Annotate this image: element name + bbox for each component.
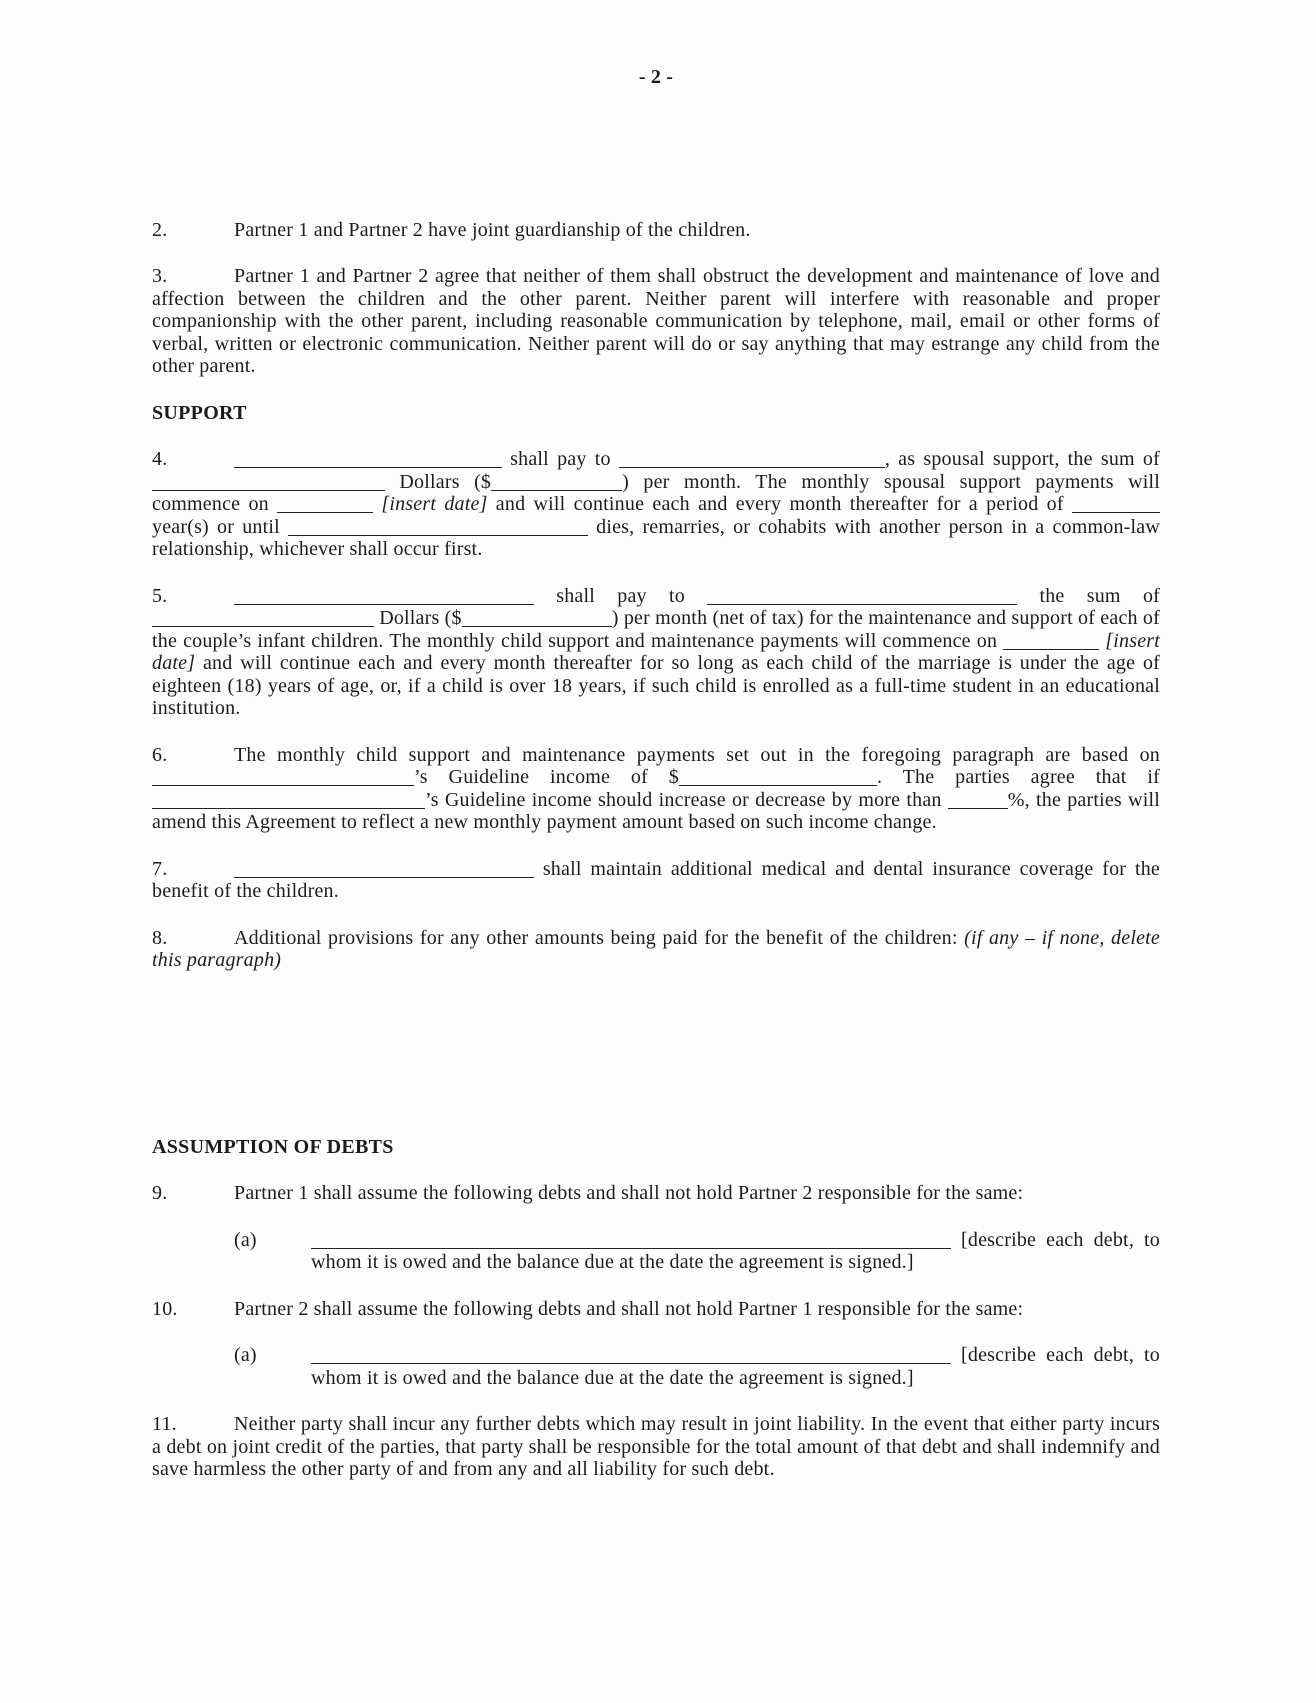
fill-in-blank	[152, 808, 425, 809]
paragraph-number: 5.	[152, 584, 168, 607]
paragraph-4: 4. shall pay to , as spousal support, the sum of Dollars ($ ) per month. The monthly spousal support payments will commence on [insert date] and will continue each and every month thereafter for a period of year(s) or until dies, remarries, or cohabits with another person in a common-law relationship, whichever shall occur first.	[152, 448, 1161, 560]
fill-in-blank	[311, 1248, 951, 1249]
paragraph-number: 2.	[152, 218, 168, 241]
paragraph-9: 9. Partner 1 shall assume the following debts and shall not hold Partner 2 responsible for the same:	[152, 1182, 1024, 1204]
subitem-9a: (a) [describe each debt, to whom it is owed and the balance due at the date the agreement is signed.]	[234, 1228, 1160, 1273]
paragraph-number: 10.	[152, 1297, 178, 1320]
clause-marker: (a)	[234, 1228, 257, 1251]
fill-in-blank	[1003, 649, 1099, 650]
paragraph-number: 8.	[152, 926, 168, 949]
section-heading-debts: ASSUMPTION OF DEBTS	[152, 1135, 394, 1158]
fill-in-blank	[234, 877, 534, 878]
paragraph-number: 3.	[152, 265, 168, 287]
fill-in-blank	[152, 626, 374, 627]
subitem-10a: (a) [describe each debt, to whom it is owed and the balance due at the date the agreement is signed.]	[234, 1344, 1160, 1389]
fill-in-blank	[679, 785, 877, 786]
fill-in-blank	[1072, 512, 1160, 513]
paragraph-number: 9.	[152, 1182, 168, 1204]
fill-in-blank	[152, 785, 414, 786]
paragraph-6: 6. The monthly child support and maintenance payments set out in the foregoing paragraph are based on ’s Guideline income of $ . The parties agree that if ’s Guideline income should increase or decrease by more than %, the parties will amend this Agreement to reflect a new monthly payment amount based on such income change.	[152, 743, 1160, 833]
paragraph-5: 5. shall pay to the sum of Dollars ($ ) per month (net of tax) for the maintenance and support of each of the couple’s infant children. The monthly child support and maintenance payments will commence on [insert date] and will continue each and every month thereafter for so long as each child of the marriage is under the age of eighteen (18) years of age, or, if a child is over 18 years, if such child is enrolled as a full-time student in an educational institution.	[152, 584, 1161, 719]
paragraph-10: 10. Partner 2 shall assume the following debts and shall not hold Partner 1 responsible for the same:	[152, 1297, 1024, 1320]
blank-area	[152, 996, 1160, 1136]
paragraph-2: 2. Partner 1 and Partner 2 have joint guardianship of the children.	[152, 218, 751, 241]
paragraph-8: 8. Additional provisions for any other amounts being paid for the benefit of the children: (if any – if none, delete this paragraph)	[152, 926, 1160, 971]
document-body	[152, 219, 1160, 1481]
paragraph-11: 11. Neither party shall incur any further debts which may result in joint liability. In the event that either party incurs a debt on joint credit of the parties, that party shall be responsible for the total amount of that debt and shall indemnify and save harmless the other party of and from any and all liability for such debt.	[152, 1413, 1160, 1480]
instruction-text: (if any – if none, delete this paragraph)	[152, 926, 1160, 971]
clause-marker: (a)	[234, 1344, 257, 1366]
page-number: - 2 -	[638, 66, 674, 88]
instruction-text: [insert date]	[381, 493, 488, 515]
fill-in-blank	[311, 1363, 951, 1364]
paragraph-3: 3. Partner 1 and Partner 2 agree that neither of them shall obstruct the development and maintenance of love and affection between the children and the other parent. Neither parent will interfere with reasonable and proper companionship with the other parent, including reasonable communication by telephone, mail, email or other forms of verbal, written or electronic communication. Neither parent will do or say anything that may estrange any child from the other parent.	[152, 265, 1160, 377]
paragraph-number: 4.	[152, 448, 168, 470]
section-heading-support: SUPPORT	[152, 401, 247, 424]
paragraph-number: 6.	[152, 743, 168, 766]
fill-in-blank	[948, 808, 1008, 809]
fill-in-blank	[234, 604, 534, 605]
paragraph-number: 7.	[152, 857, 168, 880]
fill-in-blank	[707, 604, 1017, 605]
fill-in-blank	[462, 626, 612, 627]
paragraph-number: 11.	[152, 1413, 177, 1435]
fill-in-blank	[277, 512, 373, 513]
fill-in-blank	[234, 467, 502, 468]
fill-in-blank	[288, 535, 588, 536]
instruction-text: [insert date]	[152, 629, 1161, 674]
paragraph-7: 7. shall maintain additional medical and dental insurance coverage for the benefit of the children.	[152, 857, 1160, 902]
fill-in-blank	[491, 490, 622, 491]
fill-in-blank	[152, 490, 385, 491]
fill-in-blank	[619, 467, 885, 468]
